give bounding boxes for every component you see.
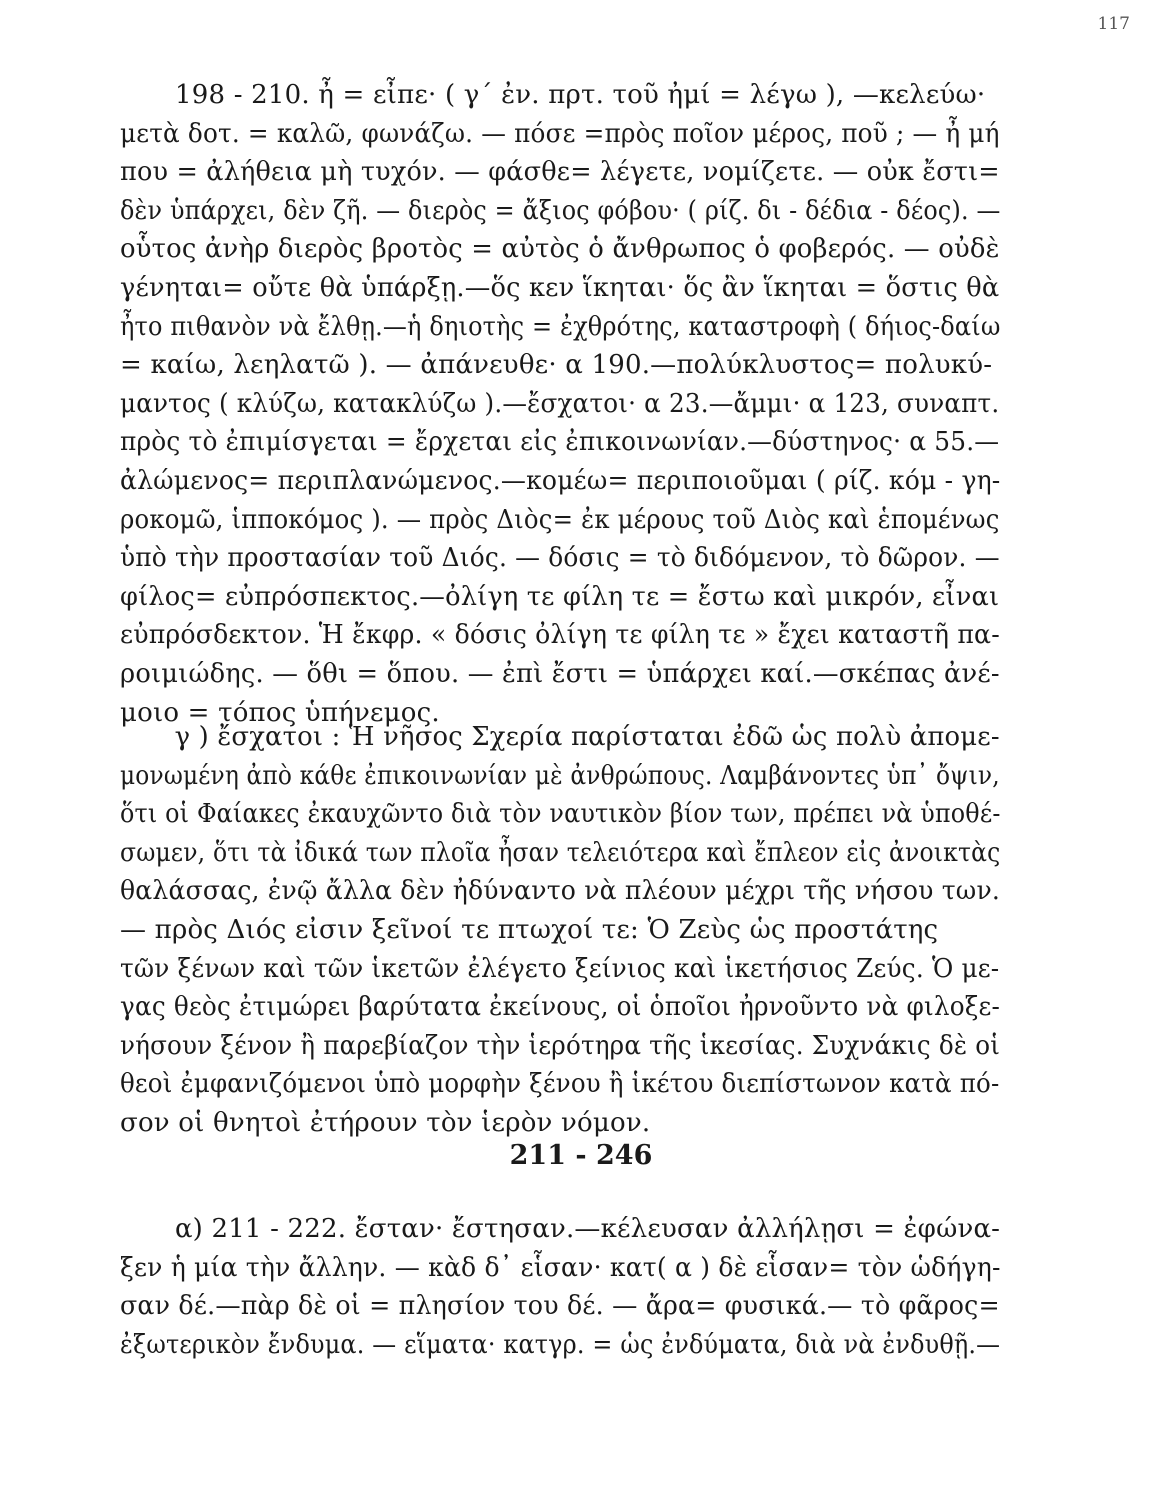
text-line: γένηται= οὔτε θὰ ὑπάρξῃ.—ὅς κεν ἵκηται· ὅς ἂν ἵκηται = ὅστις θὰ xyxy=(120,272,1000,303)
text-line: μετὰ δοτ. = καλῶ, φωνάζω. — πόσε =πρὸς ποῖον μέρος, ποῦ ; — ἦ μή xyxy=(120,118,1000,149)
text-line: σωμεν, ὅτι τὰ ἰδικά των πλοῖα ἦσαν τελειότερα καὶ ἔπλεον εἰς ἀνοικτὰς xyxy=(120,837,1001,868)
text-line: μονωμένη ἀπὸ κάθε ἐπικοινωνίαν μὲ ἀνθρώπους. Λαμβάνοντες ὑπ᾽ ὄψιν, xyxy=(120,760,1000,791)
text-line: = καίω, λεηλατῶ ). — ἀπάνευθε· α 190.—πολύκλυστος= πολυκύ- xyxy=(120,350,993,381)
text-line: ροιμιώδης. — ὅθι = ὅπου. — ἐπὶ ἔστι = ὑπάρχει καί.—σκέπας ἀνέ- xyxy=(120,658,1000,689)
text-line: ξεν ἡ μία τὴν ἄλλην. — κὰδ δ᾽ εἷσαν· κατ( α ) δὲ εἷσαν= τὸν ὡδήγη- xyxy=(120,1252,1001,1283)
text-line: ροκομῶ, ἱπποκόμος ). — πρὸς Διὸς= ἐκ μέρους τοῦ Διὸς καὶ ἑπομένως xyxy=(120,504,1000,535)
text-line: που = ἀλήθεια μὴ τυχόν. — φάσθε= λέγετε, νομίζετε. — οὐκ ἔστι= xyxy=(120,157,1000,188)
text-line: σαν δέ.—πὰρ δὲ οἱ = πλησίον του δέ. — ἄρα= φυσικά.— τὸ φᾶρος= xyxy=(120,1291,1000,1322)
text-line: μοιο = τόπος ὑπήνεμος. xyxy=(120,697,440,728)
page-number: 117 xyxy=(1097,14,1130,34)
paragraph-gamma xyxy=(120,718,1000,1143)
text-line: ἦτο πιθανὸν νὰ ἔλθῃ.—ἡ δηιοτὴς = ἐχθρότης, καταστροφὴ ( δήιος-δαίω xyxy=(120,311,1001,342)
text-line: πρὸς τὸ ἐπιμίσγεται = ἔρχεται εἰς ἐπικοινωνίαν.—δύστηνος· α 55.— xyxy=(120,427,1000,458)
paragraph-198-210 xyxy=(120,76,1000,732)
paragraph-211-222 xyxy=(120,1210,1000,1364)
text-line: εὐπρόσδεκτον. Ἡ ἔκφρ. « δόσις ὀλίγη τε φίλη τε » ἔχει καταστῆ πα- xyxy=(120,620,1000,651)
text-line: ὑπὸ τὴν προστασίαν τοῦ Διός. — δόσις = τὸ διδόμενον, τὸ δῶρον. — xyxy=(120,543,1000,574)
text-line: οὗτος ἀνὴρ διερὸς βροτὸς = αὐτὸς ὁ ἄνθρωπος ὁ φοβερός. — οὐδὲ xyxy=(120,234,1000,265)
text-line: ὅτι οἱ Φαίακες ἐκαυχῶντο διὰ τὸν ναυτικὸν βίον των, πρέπει νὰ ὑποθέ- xyxy=(120,799,1001,830)
text-line: θεοὶ ἐμφανιζόμενοι ὑπὸ μορφὴν ξένου ἢ ἱκέτου διεπίστωνον κατὰ πό- xyxy=(120,1069,1000,1100)
text-line: μαντος ( κλύζω, κατακλύζω ).—ἔσχατοι· α 23.—ἄμμι· α 123, συναπτ. xyxy=(120,388,1000,419)
text-line: ἐξωτερικὸν ἔνδυμα. — εἵματα· κατγρ. = ὡς ἐνδύματα, διὰ νὰ ἐνδυθῇ.— xyxy=(120,1329,1001,1360)
text-line: νήσουν ξένον ἢ παρεβίαζον τὴν ἱερότηρα τῆς ἱκεσίας. Συχνάκις δὲ οἱ xyxy=(120,1030,1001,1061)
text-line: ἀλώμενος= περιπλανώμενος.—κομέω= περιποιοῦμαι ( ρίζ. κόμ - γη- xyxy=(120,465,1001,496)
text-line: — πρὸς Διός εἰσιν ξεῖνοί τε πτωχοί τε: Ὁ Ζεὺς ὡς προστάτης xyxy=(120,914,939,945)
text-line: φίλος= εὐπρόσπεκτος.—ὀλίγη τε φίλη τε = ἔστω καὶ μικρόν, εἶναι xyxy=(120,581,1000,612)
text-line: γ ) ἔσχατοι : Ἡ νῆσος Σχερία παρίσταται ἐδῶ ὡς πολὺ ἀπομε- xyxy=(174,722,1000,752)
section-heading: 211 - 246 xyxy=(509,1140,653,1171)
text-line: σον οἱ θνητοὶ ἐτήρουν τὸν ἱερὸν νόμον. xyxy=(120,1107,651,1138)
text-line: 198 - 210. ἦ = εἶπε· ( γ΄ ἐν. πρτ. τοῦ ἠμί = λέγω ), —κελεύω· xyxy=(175,80,986,110)
text-line: γας θεὸς ἐτιμώρει βαρύτατα ἐκείνους, οἱ ὁποῖοι ἠρνοῦντο νὰ φιλοξε- xyxy=(120,992,1001,1023)
text-line: τῶν ξένων καὶ τῶν ἱκετῶν ἐλέγετο ξείνιος καὶ ἱκετήσιος Ζεύς. Ὁ με- xyxy=(120,953,1000,984)
text-line: θαλάσσας, ἐνῷ ἄλλα δὲν ἠδύναντο νὰ πλέουν μέχρι τῆς νήσου των. xyxy=(120,876,1001,907)
text-line: δὲν ὑπάρχει, δὲν ζῆ. — διερὸς = ἄξιος φόβου· ( ρίζ. δι - δέδια - δέος). — xyxy=(120,195,1001,226)
text-line: α) 211 - 222. ἔσταν· ἔστησαν.—κέλευσαν ἀλλήλῃσι = ἐφώνα- xyxy=(174,1214,1001,1244)
